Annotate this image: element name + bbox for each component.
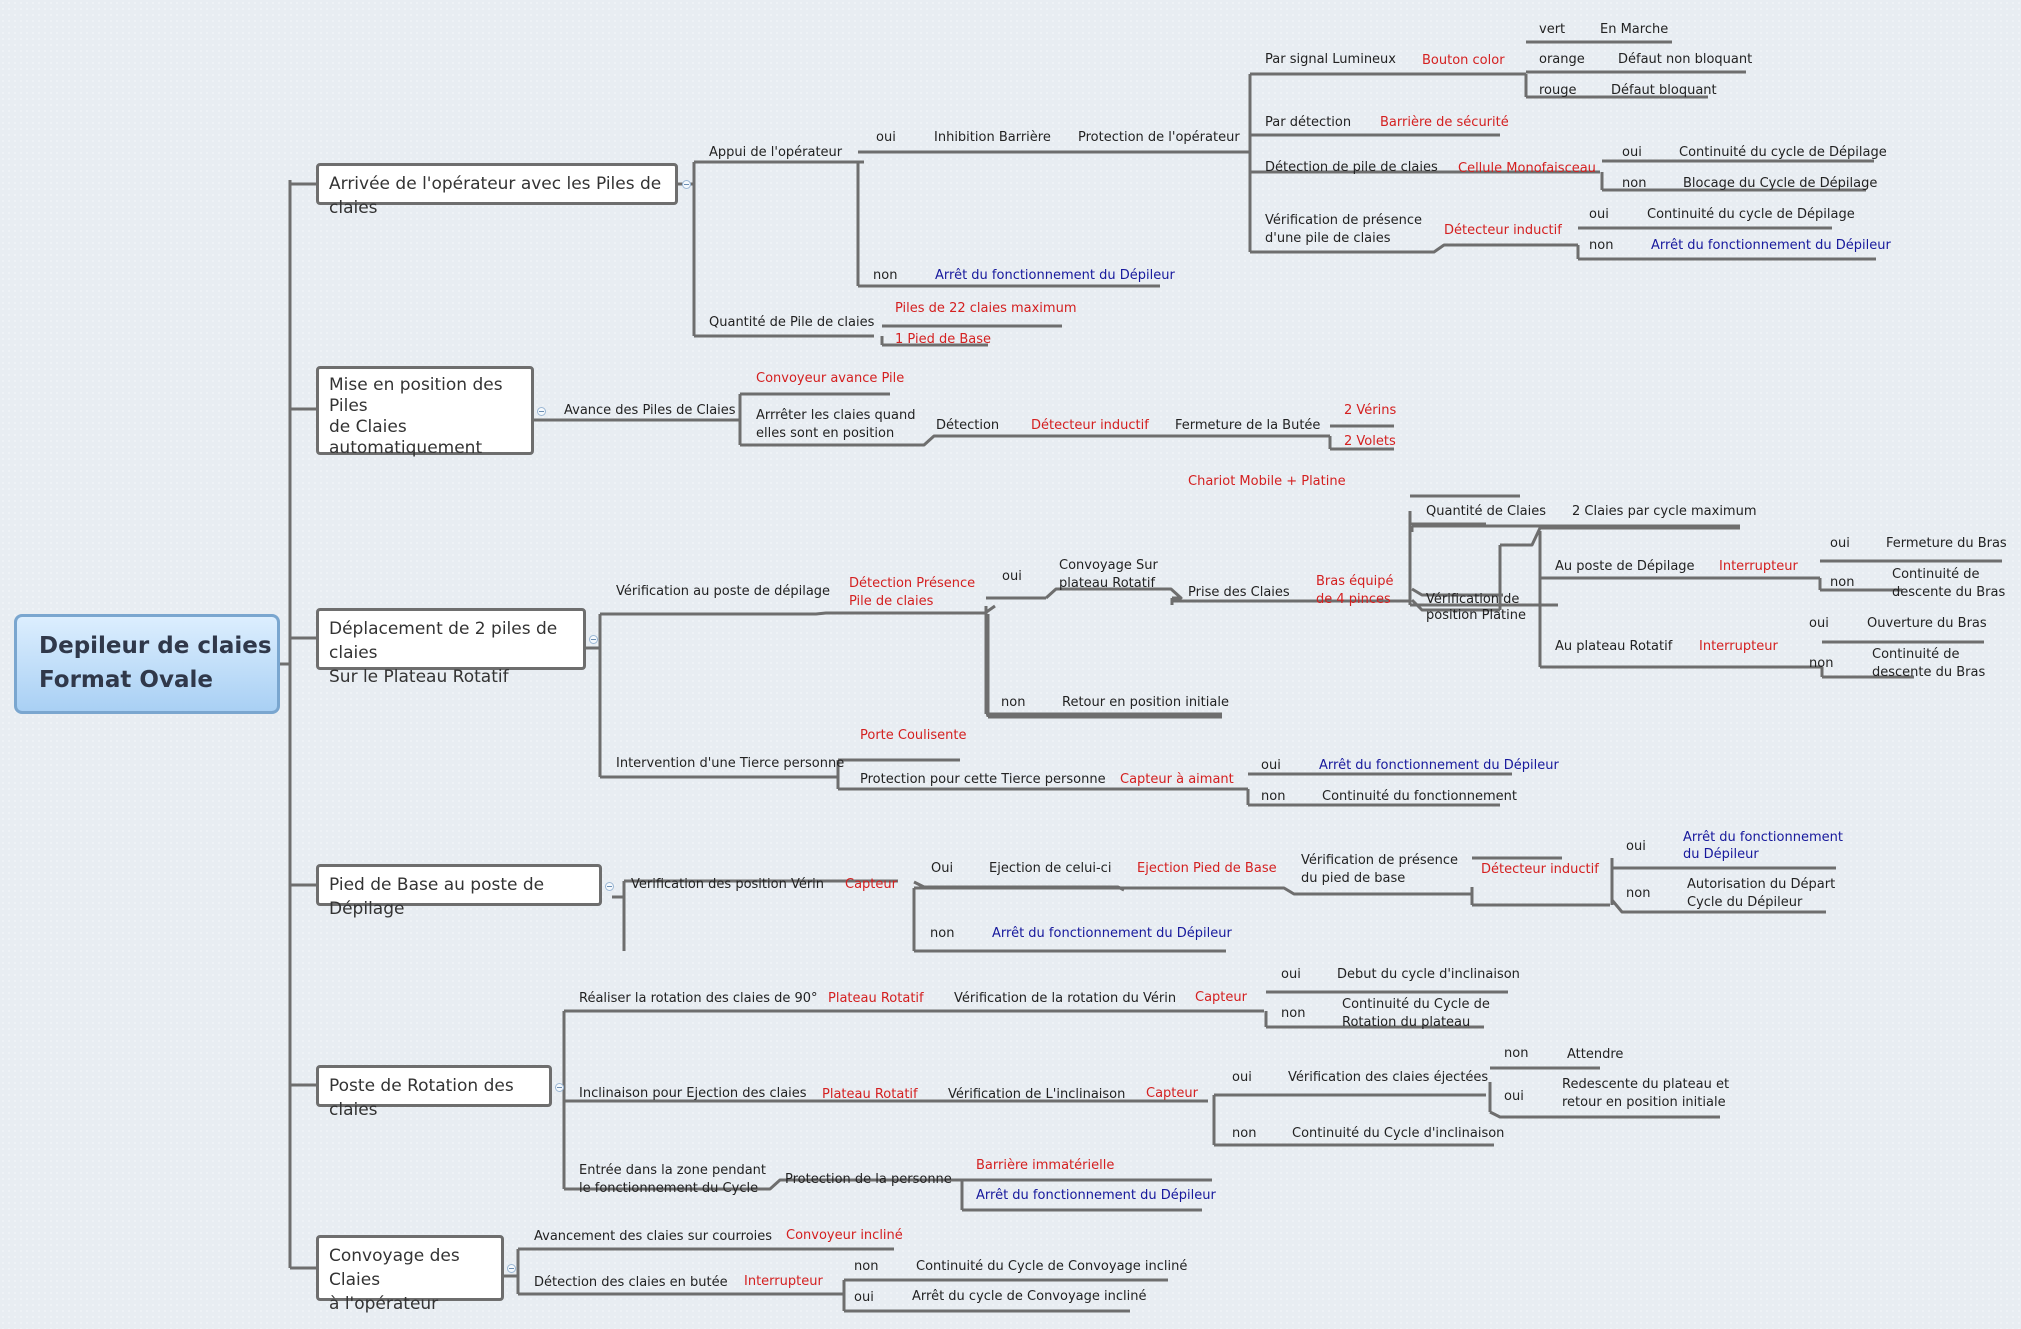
node[interactable]: Réaliser la rotation des claies de 90°: [579, 991, 818, 1006]
node[interactable]: Oui: [931, 861, 954, 876]
node[interactable]: Autorisation du Départ: [1687, 877, 1836, 892]
node[interactable]: non: [1622, 176, 1647, 191]
node[interactable]: Arrêt du cycle de Convoyage incliné: [912, 1289, 1147, 1304]
node[interactable]: Quantité de Claies: [1426, 504, 1547, 519]
node[interactable]: Vérification au poste de dépilage: [616, 584, 831, 599]
node[interactable]: Défaut non bloquant: [1618, 52, 1753, 67]
node[interactable]: Vérification de la rotation du Vérin: [954, 991, 1177, 1006]
node[interactable]: Retour en position initiale: [1062, 695, 1229, 710]
node[interactable]: Porte Coulisente: [860, 728, 967, 743]
node[interactable]: Bras équipé: [1316, 574, 1394, 589]
node[interactable]: Convoyage Sur: [1059, 558, 1158, 573]
node[interactable]: retour en position initiale: [1562, 1095, 1726, 1110]
node[interactable]: Inhibition Barrière: [934, 130, 1051, 145]
topic-deplacement[interactable]: [316, 608, 586, 687]
collapse-icon[interactable]: [589, 635, 598, 644]
node[interactable]: non: [1281, 1006, 1306, 1021]
node[interactable]: Arrrêter les claies quand: [756, 408, 916, 423]
node[interactable]: Avancement des claies sur courroies: [534, 1229, 773, 1244]
node[interactable]: Par détection: [1265, 115, 1352, 130]
node[interactable]: Fermeture de la Butée: [1175, 418, 1321, 433]
topic-label: Déplacement de 2 piles de claies: [329, 619, 558, 663]
node[interactable]: oui: [1809, 616, 1829, 631]
node[interactable]: oui: [1232, 1070, 1252, 1085]
topic-poste-rotation[interactable]: [316, 1065, 552, 1120]
node[interactable]: position Platine: [1426, 608, 1526, 623]
node[interactable]: Cellule Monofaisceau: [1458, 161, 1596, 176]
node[interactable]: Plateau Rotatif: [828, 991, 924, 1006]
node[interactable]: oui: [1261, 758, 1281, 773]
collapse-icon[interactable]: [682, 180, 691, 189]
node[interactable]: Continuité de: [1872, 647, 1960, 662]
node[interactable]: Appui de l'opérateur: [709, 145, 843, 160]
topic-mise-en-position[interactable]: [316, 366, 534, 458]
node[interactable]: Continuité du cycle de Dépilage: [1647, 207, 1855, 222]
node[interactable]: d'une pile de claies: [1265, 231, 1391, 246]
node[interactable]: Convoyeur incliné: [786, 1228, 903, 1243]
topic-label: Sur le Plateau Rotatif: [329, 667, 509, 687]
node[interactable]: Interrupteur: [1719, 559, 1798, 574]
node[interactable]: Debut du cycle d'inclinaison: [1337, 967, 1520, 982]
node[interactable]: rouge: [1539, 83, 1577, 98]
node[interactable]: oui: [1830, 536, 1850, 551]
topic-label: Convoyage des Claies: [329, 1246, 460, 1290]
topic-pied-de-base[interactable]: [316, 864, 602, 919]
node[interactable]: Détection Présence: [849, 576, 976, 591]
node[interactable]: non: [1232, 1126, 1257, 1141]
topic-label: à l'opérateur: [329, 1294, 439, 1314]
node[interactable]: Détection: [936, 418, 1000, 433]
node[interactable]: le fonctionnement du Cycle: [579, 1181, 759, 1196]
node[interactable]: vert: [1539, 22, 1566, 37]
node[interactable]: Ejection Pied de Base: [1137, 861, 1277, 876]
node[interactable]: elles sont en position: [756, 426, 895, 441]
node[interactable]: Capteur à aimant: [1120, 772, 1234, 787]
node[interactable]: Interrupteur: [1699, 639, 1778, 654]
collapse-icon[interactable]: [605, 882, 614, 891]
node[interactable]: Bouton color: [1422, 53, 1505, 68]
node[interactable]: oui: [1622, 145, 1642, 160]
collapse-icon[interactable]: [555, 1083, 564, 1092]
node[interactable]: 2 Volets: [1344, 434, 1396, 449]
node[interactable]: non: [1626, 886, 1651, 901]
node[interactable]: Par signal Lumineux: [1265, 52, 1396, 67]
node[interactable]: Pile de claies: [849, 594, 934, 609]
node[interactable]: Piles de 22 claies maximum: [895, 301, 1077, 316]
node[interactable]: Défaut bloquant: [1611, 83, 1717, 98]
collapse-icon[interactable]: [507, 1264, 516, 1273]
node[interactable]: Intervention d'une Tierce personne: [616, 756, 845, 771]
node[interactable]: oui: [1281, 967, 1301, 982]
node[interactable]: Blocage du Cycle de Dépilage: [1683, 176, 1878, 191]
node[interactable]: Arrêt du fonctionnement du Dépileur: [935, 268, 1175, 283]
node[interactable]: Vérification de: [1426, 592, 1520, 607]
node[interactable]: oui: [1504, 1089, 1524, 1104]
node[interactable]: Continuité du Cycle d'inclinaison: [1292, 1126, 1505, 1141]
node[interactable]: Protection de la personne: [785, 1172, 952, 1187]
collapse-icon[interactable]: [537, 407, 546, 416]
node[interactable]: non: [1261, 789, 1286, 804]
node[interactable]: non: [1504, 1046, 1529, 1061]
node[interactable]: Détecteur inductif: [1481, 862, 1599, 877]
node[interactable]: descente du Bras: [1872, 665, 1986, 680]
node[interactable]: Convoyeur avance Pile: [756, 371, 905, 386]
node[interactable]: Protection pour cette Tierce personne: [860, 772, 1106, 787]
node[interactable]: Arrêt du fonctionnement du Dépileur: [1651, 238, 1891, 253]
node[interactable]: Arrêt du fonctionnement du Dépileur: [1319, 758, 1559, 773]
node[interactable]: Plateau Rotatif: [822, 1087, 918, 1102]
root-title-line2: Format Ovale: [39, 667, 213, 693]
node[interactable]: Prise des Claies: [1188, 585, 1290, 600]
node[interactable]: Capteur: [845, 877, 897, 892]
node[interactable]: Détecteur inductif: [1444, 223, 1562, 238]
topic-convoyage[interactable]: [316, 1235, 504, 1314]
node[interactable]: plateau Rotatif: [1059, 576, 1156, 591]
node[interactable]: Vérification de L'inclinaison: [948, 1087, 1126, 1102]
node[interactable]: Ouverture du Bras: [1867, 616, 1987, 631]
node[interactable]: Au plateau Rotatif: [1555, 639, 1673, 654]
topic-label: Mise en position des Piles: [329, 375, 503, 416]
node[interactable]: Attendre: [1567, 1047, 1624, 1062]
node[interactable]: Capteur: [1146, 1086, 1198, 1101]
node[interactable]: de 4 pinces: [1316, 592, 1391, 607]
node[interactable]: oui: [1002, 569, 1022, 584]
node[interactable]: descente du Bras: [1892, 585, 2006, 600]
node[interactable]: oui: [854, 1290, 874, 1305]
root-title-line1: Depileur de claies: [39, 633, 272, 659]
node[interactable]: du pied de base: [1301, 871, 1406, 886]
node[interactable]: non: [930, 926, 955, 941]
node[interactable]: non: [1001, 695, 1026, 710]
root-topic[interactable]: [14, 614, 280, 714]
node[interactable]: Protection de l'opérateur: [1078, 130, 1240, 145]
node[interactable]: Barrière de sécurité: [1380, 115, 1509, 130]
node[interactable]: Continuité de: [1892, 567, 1980, 582]
node[interactable]: non: [1589, 238, 1614, 253]
node[interactable]: Détection des claies en butée: [534, 1275, 728, 1290]
node[interactable]: Arrêt du fonctionnement: [1683, 830, 1843, 845]
topic-label: automatiquement: [329, 438, 483, 458]
topic-label: Pied de Base au poste de Dépilage: [329, 875, 545, 919]
node[interactable]: Arrêt du fonctionnement du Dépileur: [992, 926, 1232, 941]
topic-label: Arrivée de l'opérateur avec les Piles de claies: [329, 174, 662, 218]
node[interactable]: Redescente du plateau et: [1562, 1077, 1730, 1092]
node[interactable]: Arrêt du fonctionnement du Dépileur: [976, 1188, 1216, 1203]
node[interactable]: non: [854, 1259, 879, 1274]
node[interactable]: Inclinaison pour Ejection des claies: [579, 1086, 807, 1101]
node[interactable]: Fermeture du Bras: [1886, 536, 2007, 551]
node[interactable]: Vérification des claies éjectées: [1288, 1070, 1489, 1085]
node[interactable]: Continuité du fonctionnement: [1322, 789, 1517, 804]
node[interactable]: Détecteur inductif: [1031, 418, 1149, 433]
node[interactable]: Détection de pile de claies: [1265, 160, 1438, 175]
topic-arrivee[interactable]: [316, 163, 678, 218]
node[interactable]: En Marche: [1600, 22, 1669, 37]
node[interactable]: Capteur: [1195, 990, 1247, 1005]
node[interactable]: Quantité de Pile de claies: [709, 315, 875, 330]
node[interactable]: Ejection de celui-ci: [989, 861, 1112, 876]
node[interactable]: Continuité du cycle de Dépilage: [1679, 145, 1887, 160]
node[interactable]: Avance des Piles de Claies: [564, 403, 736, 418]
node[interactable]: non: [873, 268, 898, 283]
node[interactable]: Interrupteur: [744, 1274, 823, 1289]
node[interactable]: 2 Vérins: [1344, 403, 1397, 418]
node[interactable]: Vérification de présence: [1301, 853, 1459, 868]
node[interactable]: Au poste de Dépilage: [1555, 559, 1695, 574]
node[interactable]: Entrée dans la zone pendant: [579, 1163, 767, 1178]
node[interactable]: non: [1830, 575, 1855, 590]
node[interactable]: Chariot Mobile + Platine: [1188, 474, 1346, 489]
node[interactable]: du Dépileur: [1683, 847, 1759, 862]
node[interactable]: orange: [1539, 52, 1585, 67]
node[interactable]: oui: [1626, 839, 1646, 854]
node[interactable]: Barrière immatérielle: [976, 1158, 1115, 1173]
topic-label: Poste de Rotation des claies: [329, 1076, 514, 1120]
node[interactable]: Verification des position Vérin: [631, 877, 825, 892]
node[interactable]: non: [1809, 656, 1834, 671]
node[interactable]: 1 Pied de Base: [895, 332, 991, 347]
topic-label: de Claies: [329, 417, 407, 437]
node[interactable]: Continuité du Cycle de Convoyage incliné: [916, 1259, 1188, 1274]
node[interactable]: 2 Claies par cycle maximum: [1572, 504, 1757, 519]
node[interactable]: Rotation du plateau: [1342, 1015, 1471, 1030]
node[interactable]: Continuité du Cycle de: [1342, 997, 1490, 1012]
node[interactable]: oui: [876, 130, 896, 145]
node[interactable]: Cycle du Dépileur: [1687, 895, 1803, 910]
node[interactable]: oui: [1589, 207, 1609, 222]
node[interactable]: Vérification de présence: [1265, 213, 1423, 228]
